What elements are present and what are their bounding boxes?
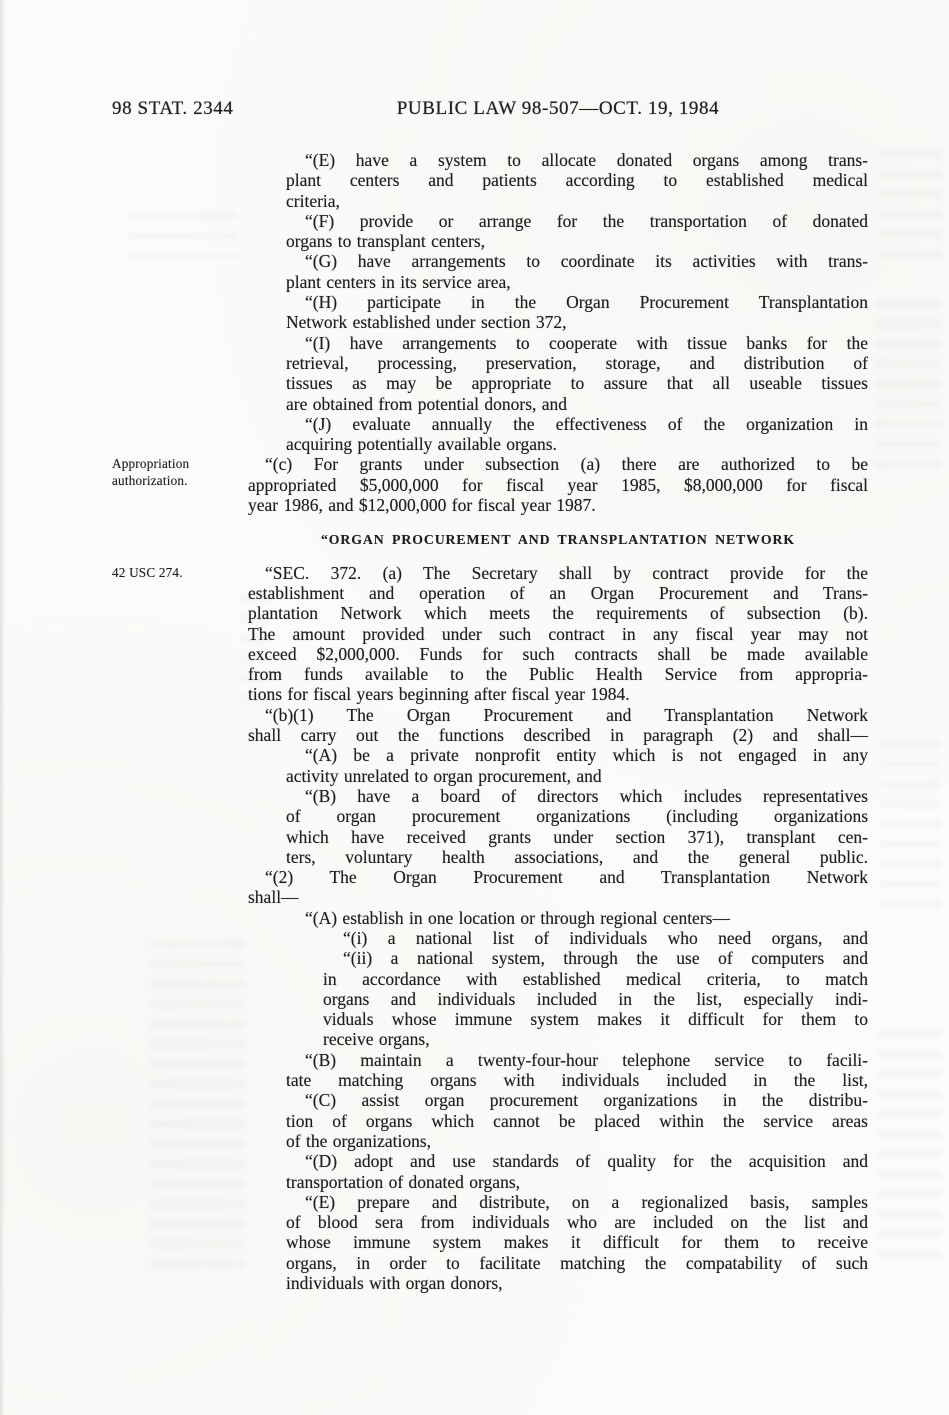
statute-page-number: 98 STAT. 2344 [112,98,234,119]
statute-line: “(C) assist organ procurement organizations in the distribu- [305,1090,868,1111]
statute-paragraphs-bottom [112,562,868,1294]
statute-paragraph [286,786,868,867]
statute-line: of organ procurement organizations (including organizations [286,806,868,827]
statute-line: year 1986, and $12,000,000 for fiscal year 1987. [248,495,596,516]
statute-line: tion of organs which cannot be placed within the service areas [286,1110,868,1131]
public-law-header: PUBLIC LAW 98-507—OCT. 19, 1984 [396,98,720,119]
bleedthrough-artifact [880,150,942,260]
statute-line: acquiring potentially available organs. [286,434,557,455]
statute-line: transportation of donated organs, [286,1171,521,1192]
statute-line: organs to transplant centers, [286,231,486,252]
statute-line: individuals with organ donors, [286,1273,503,1294]
statute-line: “(2) The Organ Procurement and Transplantation Network [265,867,868,888]
statute-line: retrieval, processing, preservation, storage, and distribution of [286,352,868,373]
statute-line: “(A) establish in one location or through regional centers— [305,907,730,928]
statute-paragraph [248,705,868,746]
bleedthrough-artifact [150,1040,245,1270]
statute-paragraph [323,928,868,948]
statute-line: are obtained from potential donors, and [286,393,568,414]
statute-line: “(b)(1) The Organ Procurement and Transplantation Network [265,704,868,725]
statute-paragraph [286,211,868,252]
bleedthrough-artifact [878,1030,942,1270]
statute-line: “SEC. 372. (a) The Secretary shall by contract provide for the [265,562,868,583]
statute-line: shall— [248,887,299,908]
statute-line: “(ii) a national system, through the use of computers and [343,948,868,969]
statute-paragraph [286,1151,868,1192]
statute-line: “(B) have a board of directors which includes representatives [305,785,868,806]
bleedthrough-artifact [128,212,238,258]
statute-line: “(B) maintain a twenty-four-hour telephone service to facili- [305,1049,868,1070]
margin-note: 42 USC 274. [112,564,183,580]
statute-line: ters, voluntary health associations, and the general public. [286,846,868,867]
statute-line: “(F) provide or arrange for the transportation of donated [305,210,868,231]
section-heading: “ORGAN PROCUREMENT AND TRANSPLANTATION NETWORK [321,532,795,548]
statute-line: organs and individuals included in the list, especially indi- [323,988,868,1009]
statute-line: “(G) have arrangements to coordinate its activities with trans- [305,251,868,272]
statute-paragraph [286,1090,868,1151]
statute-line: whose immune system makes it difficult for them to receive [286,1232,868,1253]
statute-paragraph [286,908,868,928]
statute-paragraph [323,948,868,1049]
bleedthrough-artifact [880,740,940,910]
statute-line: tissues as may be appropriate to assure that all useable tissues [286,373,868,394]
statute-line: of blood sera from individuals who are included on the list and [286,1212,868,1233]
statute-paragraph [286,414,868,455]
statute-line: “(A) be a private nonprofit entity which is not engaged in any [305,745,868,766]
statute-line: “(E) have a system to allocate donated organs among trans- [305,150,868,170]
statute-line: tions for fiscal years beginning after fiscal year 1984. [248,684,630,705]
statute-line: “(H) participate in the Organ Procurement Transplantation [305,292,868,313]
statute-paragraph [286,292,868,333]
statute-line: plantation Network which meets the requirements of subsection (b). [248,603,868,624]
statute-line: organs, in order to facilitate matching the compatability of such [286,1252,868,1273]
statute-paragraph [112,454,868,516]
statute-line: which have received grants under section 371), transplant cen- [286,826,868,847]
statute-paragraph [286,745,868,786]
scan-edge-artifact [0,0,5,1415]
statute-line: The amount provided under such contract in any fiscal year may not [248,623,868,644]
statute-paragraph [286,150,868,211]
statute-line: plant centers in its service area, [286,271,511,292]
statute-line: “(D) adopt and use standards of quality for the acquisition and [305,1151,868,1172]
statute-line: viduals whose immune system makes it difficult for them to [323,1009,868,1030]
statute-paragraphs-top [112,150,868,516]
statute-line: from funds available to the Public Health Service from appropria- [248,664,868,685]
statute-paragraph [286,251,868,292]
statute-line: establishment and operation of an Organ Procurement and Trans- [248,582,868,603]
statute-line: “(c) For grants under subsection (a) there are authorized to be [265,454,868,475]
statute-paragraph [248,867,868,908]
statute-line: activity unrelated to organ procurement, and [286,765,602,786]
statute-line: “(J) evaluate annually the effectiveness of the organization in [305,413,868,434]
statute-line: “(I) have arrangements to cooperate with tissue banks for the [305,332,868,353]
statute-line: “(E) prepare and distribute, on a regionalized basis, samples [305,1191,868,1212]
statute-line: of the organizations, [286,1130,432,1151]
bleedthrough-artifact [150,940,245,1030]
statute-line: exceed $2,000,000. Funds for such contracts shall be made available [248,643,868,664]
statute-line: “(i) a national list of individuals who need organs, and [343,927,868,948]
statute-paragraph [112,562,868,705]
statute-paragraph [286,333,868,414]
statute-line: shall carry out the functions described in paragraph (2) and shall— [248,725,868,746]
bleedthrough-artifact [875,300,941,470]
statute-line: appropriated $5,000,000 for fiscal year 1985, $8,000,000 for fiscal [248,474,868,495]
statute-paragraph [286,1050,868,1091]
statute-line: criteria, [286,190,340,211]
statute-line: tate matching organs with individuals included in the list, [286,1070,868,1091]
statute-body [112,150,868,1294]
statute-paragraph [286,1192,868,1293]
statute-line: receive organs, [323,1029,430,1050]
margin-note: Appropriation authorization. [112,456,190,488]
statute-line: Network established under section 372, [286,312,567,333]
statute-line: in accordance with established medical criteria, to match [323,968,868,989]
statute-line: plant centers and patients according to established medical [286,170,868,191]
